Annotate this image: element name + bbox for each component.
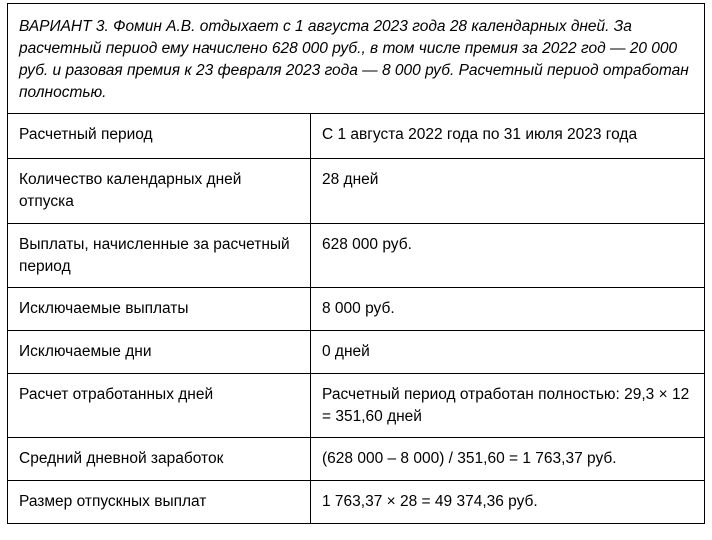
table-row [8,481,705,524]
row-value: (628 000 – 8 000) / 351,60 = 1 763,37 руб. [311,438,705,481]
row-label: Средний дневной заработок [8,438,311,481]
table-row [8,331,705,374]
row-label: Размер отпускных выплат [8,481,311,524]
row-value: 28 дней [311,159,705,224]
table-row [8,374,705,438]
row-label: Расчет отработанных дней [8,374,311,438]
row-label: Исключаемые дни [8,331,311,374]
row-value: 8 000 руб. [311,288,705,331]
task-statement: ВАРИАНТ 3. Фомин А.В. отдыхает с 1 августа 2023 года 28 календарных дней. За расчетный период ему начислено 628 000 руб., в том числе премия за 2022 год — 20 000 руб. и разовая премия к 23 февраля 2023 года — 8 000 руб. Расчетный период отработан полностью. [7,3,705,113]
calculation-table [7,113,705,524]
row-label: Расчетный период [8,114,311,159]
vacation-calculation-document [7,3,705,524]
table-row [8,224,705,288]
row-label: Количество календарных дней отпуска [8,159,311,224]
table-row [8,438,705,481]
row-value: Расчетный период отработан полностью: 29,3 × 12 = 351,60 дней [311,374,705,438]
row-label: Исключаемые выплаты [8,288,311,331]
row-value: С 1 августа 2022 года по 31 июля 2023 года [311,114,705,159]
row-value: 1 763,37 × 28 = 49 374,36 руб. [311,481,705,524]
table-row [8,114,705,159]
row-value: 0 дней [311,331,705,374]
table-row [8,159,705,224]
table-row [8,288,705,331]
row-value: 628 000 руб. [311,224,705,288]
row-label: Выплаты, начисленные за расчетный период [8,224,311,288]
